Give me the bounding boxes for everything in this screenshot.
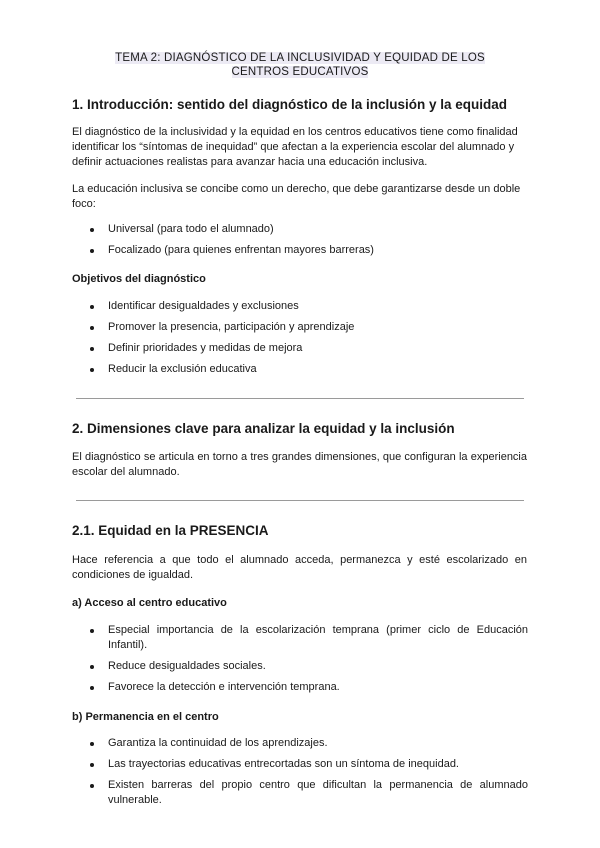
focus-item: Universal (para todo el alumnado)	[108, 223, 274, 235]
subsection-a-heading: a) Acceso al centro educativo	[72, 597, 227, 609]
focus-item: Focalizado (para quienes enfrentan mayores barreras)	[108, 244, 374, 256]
bullet-icon	[90, 784, 94, 788]
objectives-heading: Objetivos del diagnóstico	[72, 273, 206, 285]
objective-item: Reducir la exclusión educativa	[108, 363, 257, 375]
access-item: Reduce desigualdades sociales.	[108, 660, 266, 672]
bullet-icon	[90, 368, 94, 372]
permanence-item: Existen barreras del propio centro que dificultan la permanencia de alumnado vulnerable.	[108, 779, 528, 806]
bullet-icon	[90, 742, 94, 746]
objective-item: Identificar desigualdades y exclusiones	[108, 300, 299, 312]
divider	[76, 500, 524, 501]
bullet-icon	[90, 347, 94, 351]
section-2-heading: 2. Dimensiones clave para analizar la equidad y la inclusión	[72, 421, 455, 436]
objective-item: Definir prioridades y medidas de mejora	[108, 342, 303, 354]
section-2-1-paragraph: Hace referencia a que todo el alumnado acceda, permanezca y esté escolarizado en condiciones de igualdad.	[72, 554, 527, 581]
access-item: Favorece la detección e intervención temprana.	[108, 681, 340, 693]
bullet-icon	[90, 665, 94, 669]
subsection-b-heading: b) Permanencia en el centro	[72, 711, 219, 723]
section-2-1-heading: 2.1. Equidad en la PRESENCIA	[72, 523, 269, 538]
document-title-line-2: CENTROS EDUCATIVOS	[231, 66, 369, 78]
bullet-icon	[90, 228, 94, 232]
section-2-paragraph: El diagnóstico se articula en torno a tres grandes dimensiones, que configuran la experiencia escolar del alumnado.	[72, 451, 527, 478]
divider	[76, 398, 524, 399]
bullet-icon	[90, 305, 94, 309]
bullet-icon	[90, 629, 94, 633]
permanence-item: Garantiza la continuidad de los aprendizajes.	[108, 737, 328, 749]
bullet-icon	[90, 249, 94, 253]
bullet-icon	[90, 763, 94, 767]
permanence-item: Las trayectorias educativas entrecortadas son un síntoma de inequidad.	[108, 758, 459, 770]
access-item: Especial importancia de la escolarización temprana (primer ciclo de Educación Infantil).	[108, 624, 528, 651]
section-1-heading: 1. Introducción: sentido del diagnóstico de la inclusión y la equidad	[72, 97, 508, 112]
document-title-line-1: TEMA 2: DIAGNÓSTICO DE LA INCLUSIVIDAD Y EQUIDAD DE LOS	[115, 52, 485, 64]
section-1-paragraph-1: El diagnóstico de la inclusividad y la equidad en los centros educativos tiene como finalidad identificar los “síntomas de inequidad” que afectan a la experiencia escolar del alumnado y definir actuaciones realistas para avanzar hacia una educación inclusiva.	[72, 126, 518, 168]
bullet-icon	[90, 686, 94, 690]
bullet-icon	[90, 326, 94, 330]
objective-item: Promover la presencia, participación y aprendizaje	[108, 321, 355, 333]
section-1-paragraph-2: La educación inclusiva se concibe como un derecho, que debe garantizarse desde un doble foco:	[72, 183, 521, 210]
